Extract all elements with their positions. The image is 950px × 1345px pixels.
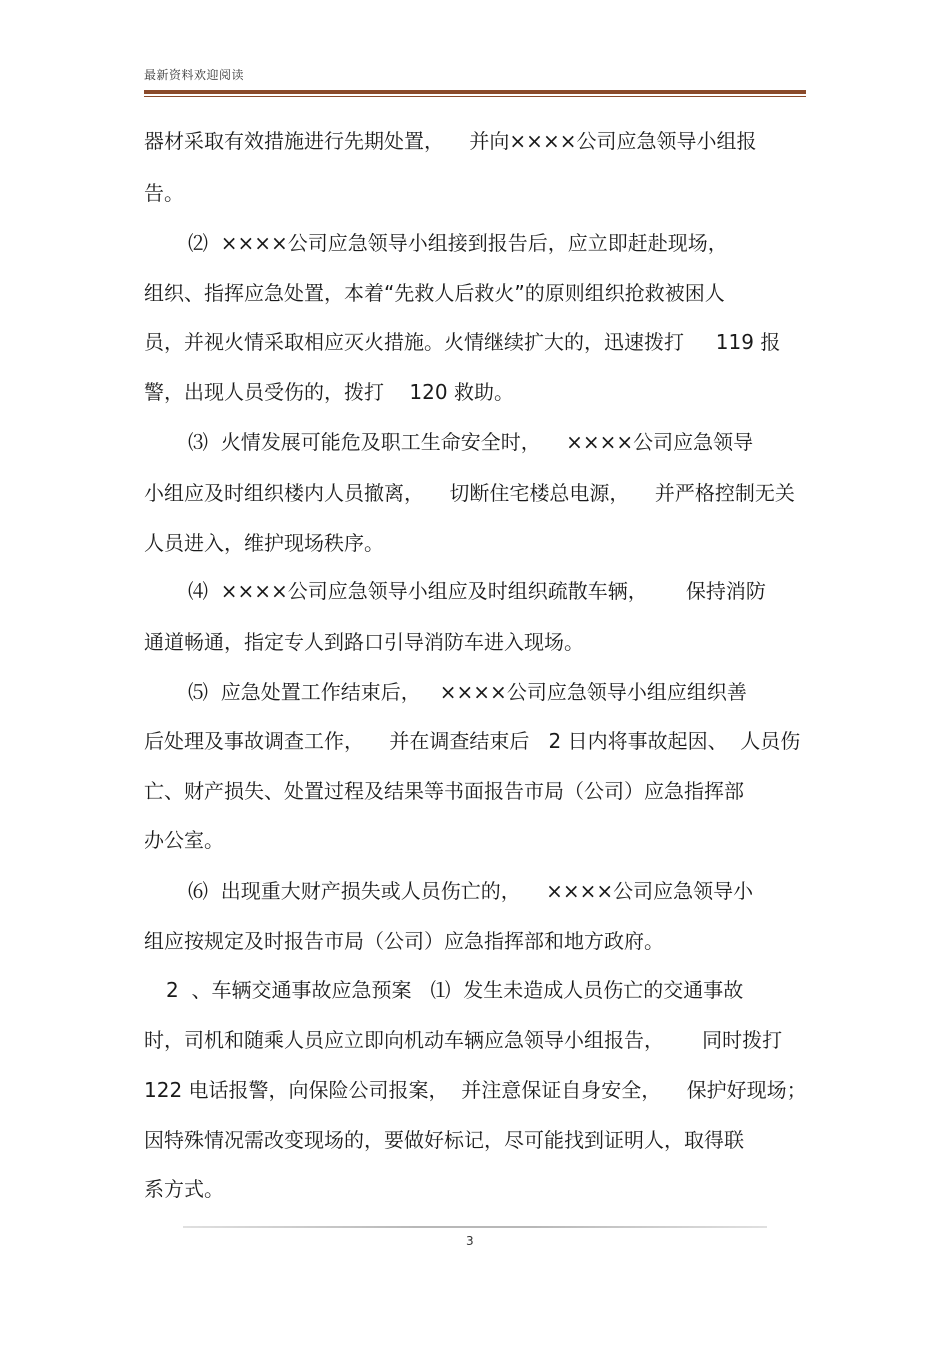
page-number: 3 — [466, 1234, 474, 1248]
body-line: ⑹ 出现重大财产损失或人员伤亡的， ××××公司应急领导小 — [188, 879, 754, 903]
header-rule-thick — [144, 90, 806, 94]
body-line: 时，司机和随乘人员应立即向机动车辆应急领导小组报告， 同时拨打 — [144, 1028, 783, 1052]
body-line: 因特殊情况需改变现场的，要做好标记，尽可能找到证明人，取得联 — [144, 1128, 744, 1152]
body-line: ⑵ ××××公司应急领导小组接到报告后，应立即赶赴现场， — [188, 231, 728, 255]
body-line: 人员进入，维护现场秩序。 — [144, 531, 384, 555]
body-line: 组应按规定及时报告市局（公司）应急指挥部和地方政府。 — [144, 929, 664, 953]
body-line: ⑷ ××××公司应急领导小组应及时组织疏散车辆， 保持消防 — [188, 579, 766, 603]
header-rule-thin — [144, 96, 806, 97]
body-line: 122 电话报警，向保险公司报案， 并注意保证自身安全， 保护好现场； — [144, 1078, 807, 1102]
body-line: 亡、财产损失、处置过程及结果等书面报告市局（公司）应急指挥部 — [144, 779, 744, 803]
body-line: 通道畅通，指定专人到路口引导消防车进入现场。 — [144, 630, 584, 654]
body-line: ⑸ 应急处置工作结束后， ××××公司应急领导小组应组织善 — [188, 680, 747, 704]
body-line: 2 、车辆交通事故应急预案 ⑴ 发生未造成人员伤亡的交通事故 — [166, 978, 744, 1002]
body-line: 警，出现人员受伤的，拨打 120 救助。 — [144, 380, 514, 404]
page-header-text: 最新资料欢迎阅读 — [144, 68, 245, 82]
body-line: 器材采取有效措施进行先期处置， 并向××××公司应急领导小组报 — [144, 129, 757, 153]
body-line: 小组应及时组织楼内人员撤离， 切断住宅楼总电源， 并严格控制无关 — [144, 481, 795, 505]
body-line: 系方式。 — [144, 1177, 224, 1201]
body-line: 后处理及事故调查工作， 并在调查结束后 2 日内将事故起因、 人员伤 — [144, 729, 801, 753]
body-line: 组织、指挥应急处置，本着“先救人后救火”的原则组织抢救被困人 — [144, 281, 725, 305]
body-line: 办公室。 — [144, 828, 224, 852]
body-line: 员，并视火情采取相应灭火措施。火情继续扩大的，迅速拨打 119 报 — [144, 330, 781, 354]
body-line: 告。 — [144, 181, 184, 205]
footer-rule — [183, 1226, 767, 1228]
body-line: ⑶ 火情发展可能危及职工生命安全时， ××××公司应急领导 — [188, 430, 754, 454]
